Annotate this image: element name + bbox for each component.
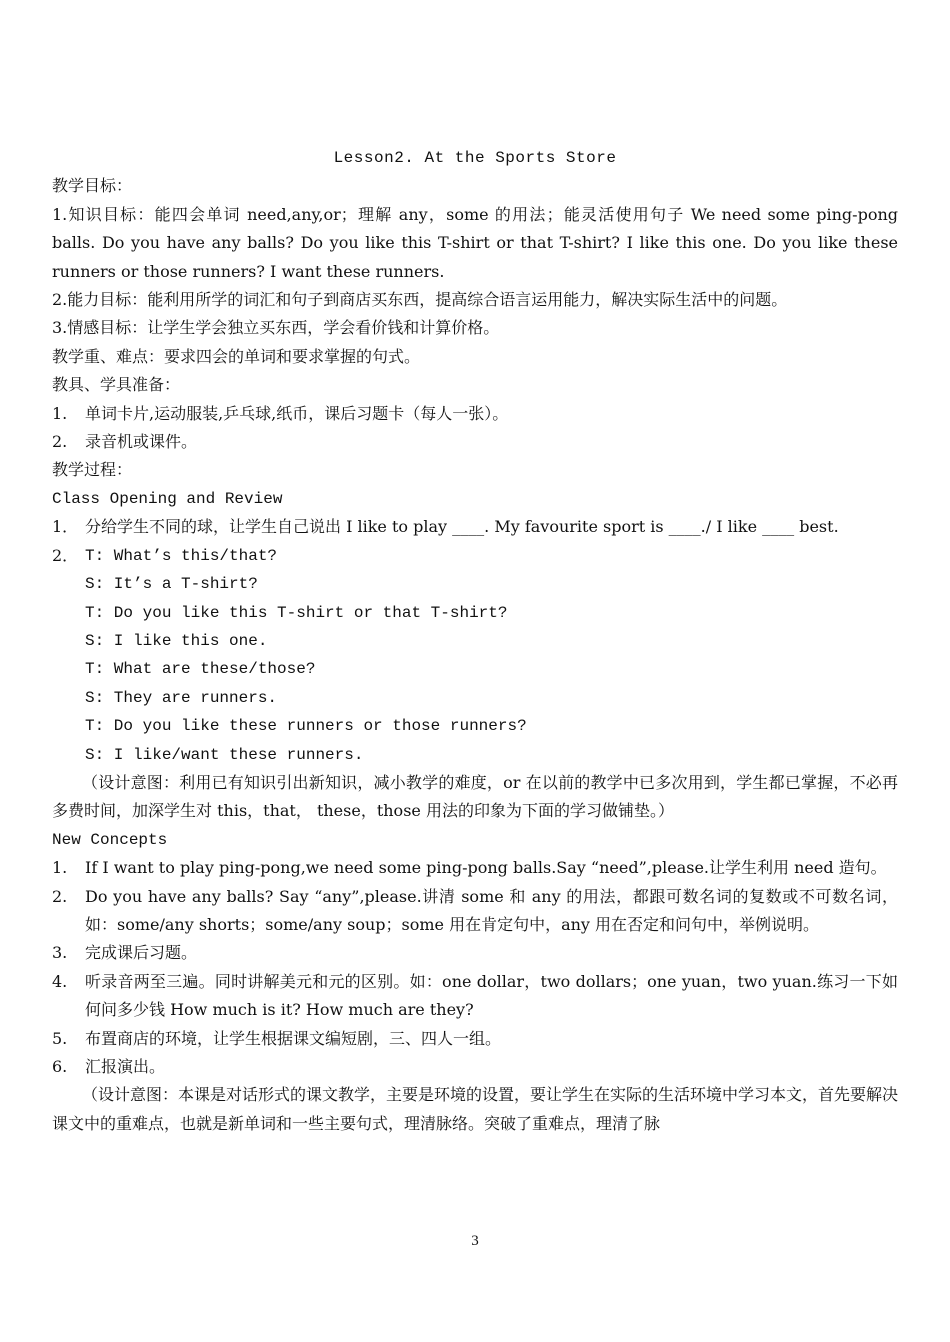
process-heading: 教学过程： — [52, 460, 133, 480]
key-points: 教学重、难点：要求四会的单词和要求掌握的句式。 — [52, 346, 421, 366]
new-concept-item — [52, 883, 898, 940]
item-number: 4. — [52, 971, 68, 991]
dialogue-line: T: Do you like these runners or those runners? — [85, 717, 527, 736]
objective-emotion: 3.情感目标：让学生学会独立买东西，学会看价钱和计算价格。 — [52, 318, 500, 338]
objective-knowledge: 1.知识目标：能四会单词 need,any,or；理解 any，some 的用法；能灵活使用句子 We need some ping-pong balls. Do you have any balls? Do you like this T-shirt or that T-shirt? I like this one. Do you like these runners or those runners? I want these runners. — [52, 204, 898, 281]
dialogue-line: S: It’s a T-shirt? — [85, 575, 258, 594]
item-text: 分给学生不同的球，让学生自己说出 I like to play ____. My favourite sport is ____./ I like ____ best. — [85, 517, 839, 537]
page-number: 3 — [471, 1233, 479, 1249]
opening-item — [52, 513, 898, 541]
new-concepts-heading: New Concepts — [52, 830, 168, 849]
objective-ability: 2.能力目标：能利用所学的词汇和句子到商店买东西，提高综合语言运用能力，解决实际生活中的问题。 — [52, 290, 788, 310]
new-concept-item — [52, 939, 898, 967]
item-text: 录音机或课件。 — [85, 432, 198, 452]
item-number: 1． — [52, 517, 79, 537]
item-text: 布置商店的环境，让学生根据课文编短剧，三、四人一组。 — [85, 1028, 502, 1048]
item-number: 2. — [52, 886, 68, 906]
item-number: 1. — [52, 858, 68, 878]
prep-item — [52, 428, 898, 456]
item-number: 2. — [52, 432, 68, 452]
item-text: 完成课后习题。 — [85, 943, 198, 963]
item-number: 5. — [52, 1028, 68, 1048]
dialogue-line: S: They are runners. — [85, 688, 278, 707]
dialogue-line: T: What are these/those? — [85, 660, 316, 679]
dialogue-line: T: Do you like this T-shirt or that T-shirt? — [85, 603, 508, 622]
design-intent-note: （设计意图：利用已有知识引出新知识，减小教学的难度，or 在以前的教学中已多次用到，学生都已掌握，不必再多费时间，加深学生对 this，that， these，those 用法的印象为下面的学习做铺垫。） — [52, 772, 898, 821]
item-text: 单词卡片,运动服装,乒乓球,纸币，课后习题卡（每人一张）。 — [85, 403, 509, 423]
prep-heading: 教具、学具准备： — [52, 375, 181, 395]
prep-item — [52, 400, 898, 428]
new-concept-item — [52, 1025, 898, 1053]
dialogue-line: T: What’s this/that? — [85, 546, 278, 565]
item-number: 3. — [52, 943, 68, 963]
dialogue-line: S: I like this one. — [85, 631, 268, 650]
new-concept-item — [52, 854, 898, 882]
design-intent-note: （设计意图：本课是对话形式的课文教学，主要是环境的设置，要让学生在实际的生活环境中学习本文，首先要解决课文中的重难点，也就是新单词和一些主要句式，理清脉络。突破了重难点，理清了脉 — [52, 1085, 899, 1133]
opening-heading: Class Opening and Review — [52, 489, 283, 508]
document-page — [52, 144, 898, 1138]
opening-item — [52, 542, 898, 570]
new-concept-item — [52, 1053, 898, 1081]
lesson-title: Lesson2. At the Sports Store — [333, 149, 617, 167]
item-number: 1. — [52, 403, 68, 423]
item-text: 汇报演出。 — [85, 1057, 166, 1076]
item-number: 6. — [52, 1057, 68, 1076]
dialogue-line: S: I like/want these runners. — [85, 745, 364, 764]
objectives-heading: 教学目标： — [52, 176, 133, 196]
new-concept-item — [52, 968, 898, 1025]
item-text: If I want to play ping-pong,we need some ping-pong balls.Say “need”,please.让学生利用 need 造句。 — [85, 858, 887, 878]
item-text: 听录音两至三遍。同时讲解美元和元的区别。如：one dollar，two dollars；one yuan，two yuan.练习一下如何问多少钱 How much is it? How much are they? — [85, 971, 898, 1020]
item-text: Do you have any balls? Say “any”,please.讲清 some 和 any 的用法，都跟可数名词的复数或不可数名词，如：some/any shorts；some/any soup；some 用在肯定句中，any 用在否定和问句中，举例说明。 — [85, 886, 898, 934]
item-number: 2． — [52, 545, 79, 565]
